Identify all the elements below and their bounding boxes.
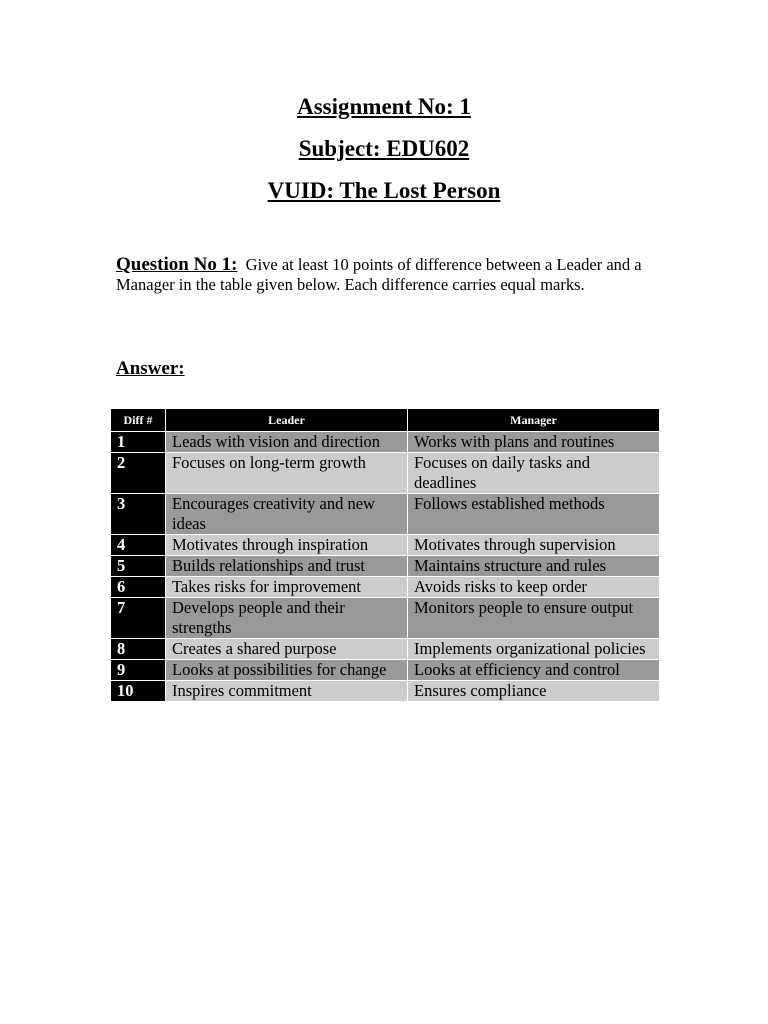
manager-cell: Works with plans and routines xyxy=(408,432,660,453)
answer-label: Answer: xyxy=(116,358,185,379)
diff-number-cell: 1 xyxy=(111,432,166,453)
manager-cell: Avoids risks to keep order xyxy=(408,577,660,598)
assignment-title: Assignment No: 1 xyxy=(297,94,471,119)
table-body xyxy=(111,432,660,702)
subject-title: Subject: EDU602 xyxy=(298,136,470,161)
table-row xyxy=(111,577,660,598)
leader-cell: Inspires commitment xyxy=(166,681,408,702)
diff-number-cell: 3 xyxy=(111,494,166,535)
manager-cell: Motivates through supervision xyxy=(408,535,660,556)
table-row xyxy=(111,681,660,702)
question-text: Give at least 10 points of difference between a Leader and a Manager in the table given below. Each difference carries equal marks. xyxy=(116,255,642,294)
leader-cell: Leads with vision and direction xyxy=(166,432,408,453)
difference-table xyxy=(110,408,660,702)
manager-cell: Implements organizational policies xyxy=(408,639,660,660)
diff-number-cell: 5 xyxy=(111,556,166,577)
leader-cell: Looks at possibilities for change xyxy=(166,660,408,681)
column-header-manager: Manager xyxy=(408,409,660,432)
table-header-row xyxy=(111,409,660,432)
vuid-title: VUID: The Lost Person xyxy=(267,178,501,203)
leader-cell: Motivates through inspiration xyxy=(166,535,408,556)
manager-cell: Looks at efficiency and control xyxy=(408,660,660,681)
leader-cell: Develops people and their strengths xyxy=(166,598,408,639)
table-row xyxy=(111,556,660,577)
manager-cell: Maintains structure and rules xyxy=(408,556,660,577)
column-header-diff: Diff # xyxy=(111,409,166,432)
manager-cell: Monitors people to ensure output xyxy=(408,598,660,639)
leader-cell: Focuses on long-term growth xyxy=(166,453,408,494)
leader-cell: Encourages creativity and new ideas xyxy=(166,494,408,535)
table-row xyxy=(111,453,660,494)
question-label: Question No 1: xyxy=(116,254,238,275)
leader-cell: Takes risks for improvement xyxy=(166,577,408,598)
diff-number-cell: 9 xyxy=(111,660,166,681)
question-paragraph xyxy=(116,255,656,295)
diff-number-cell: 2 xyxy=(111,453,166,494)
diff-number-cell: 6 xyxy=(111,577,166,598)
manager-cell: Focuses on daily tasks and deadlines xyxy=(408,453,660,494)
leader-cell: Creates a shared purpose xyxy=(166,639,408,660)
manager-cell: Ensures compliance xyxy=(408,681,660,702)
diff-number-cell: 7 xyxy=(111,598,166,639)
table-row xyxy=(111,660,660,681)
table-row xyxy=(111,598,660,639)
diff-number-cell: 4 xyxy=(111,535,166,556)
column-header-leader: Leader xyxy=(166,409,408,432)
manager-cell: Follows established methods xyxy=(408,494,660,535)
leader-cell: Builds relationships and trust xyxy=(166,556,408,577)
table-row xyxy=(111,639,660,660)
table-row xyxy=(111,494,660,535)
title-block xyxy=(0,86,768,212)
diff-number-cell: 10 xyxy=(111,681,166,702)
table-row xyxy=(111,432,660,453)
table-row xyxy=(111,535,660,556)
diff-number-cell: 8 xyxy=(111,639,166,660)
